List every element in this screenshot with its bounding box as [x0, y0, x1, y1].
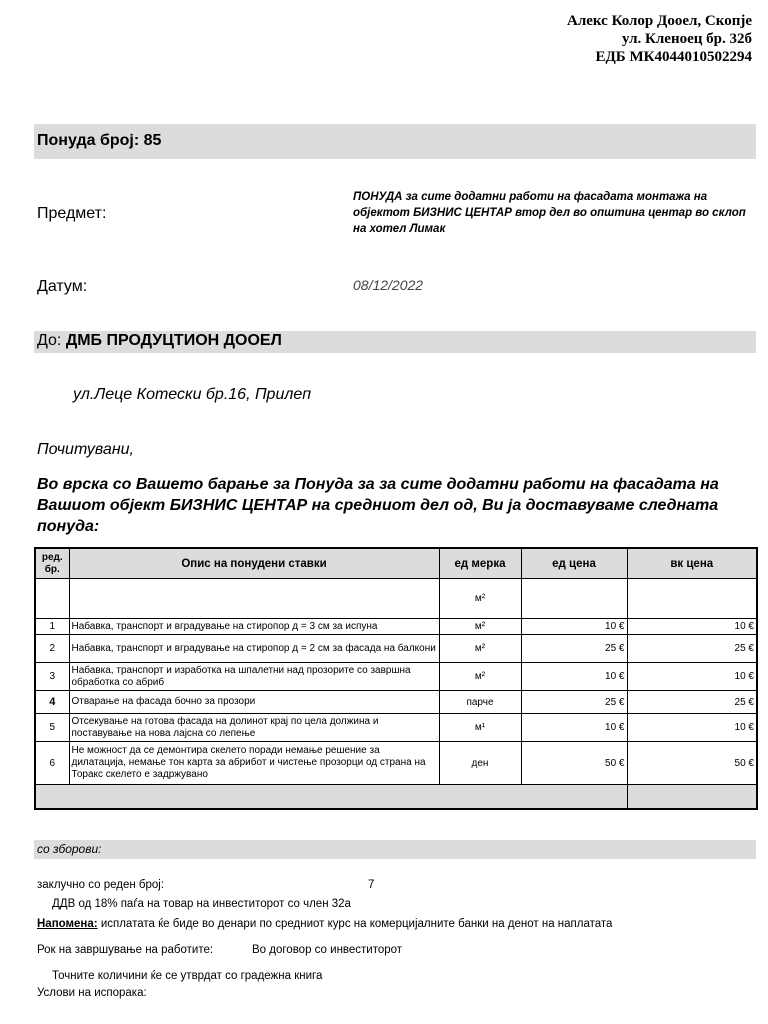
row-unit: ден — [439, 742, 521, 785]
company-tax-id: ЕДБ МК4044010502294 — [595, 49, 752, 65]
row-unit: м² — [439, 619, 521, 635]
header-total-price: вк цена — [627, 548, 757, 579]
header-description: Опис на понудени ставки — [69, 548, 439, 579]
row-number: 2 — [35, 635, 69, 663]
date-label: Датум: — [37, 278, 88, 295]
recipient-address: ул.Леце Котески бр.16, Прилеп — [73, 386, 312, 403]
company-header — [567, 12, 752, 66]
row-unit: парче — [439, 691, 521, 714]
row-description: Отварање на фасада бочно за прозори — [69, 691, 439, 714]
header-unit-price: ед цена — [521, 548, 627, 579]
header-no: ред. бр. — [35, 548, 69, 579]
row-description: Набавка, транспорт и вградување на стиропор д = 2 см за фасада на балкони — [69, 635, 439, 663]
to-label: До: — [37, 332, 62, 349]
company-name: Алекс Колор Дооел, Скопје — [567, 13, 752, 29]
row-unit-price: 10 € — [521, 619, 627, 635]
recipient-name: ДМБ ПРОДУЦТИОН ДООЕЛ — [65, 332, 282, 349]
table-row — [35, 635, 757, 663]
row-total: 50 € — [627, 742, 757, 785]
vat-note: ДДВ од 18% паѓа на товар на инвеститорот со член 32а — [52, 898, 351, 910]
unit-cell: м² — [439, 579, 521, 619]
row-description: Не можност да се демонтира скелето поради немање решение за дилатација, немање тон карта за абрибот и чистење прозорци од страна на Торакс скелето е задржувано — [69, 742, 439, 785]
row-unit-price: 25 € — [521, 691, 627, 714]
table-row — [35, 691, 757, 714]
row-total: 25 € — [627, 635, 757, 663]
row-description: Отсекување на готова фасада на долинот крај по цела должина и поставување на нова лајсна со лепење — [69, 714, 439, 742]
table-row — [35, 619, 757, 635]
row-description: Набавка, транспорт и вградување на стиропор д = 3 см за испуна — [69, 619, 439, 635]
subject-label: Предмет: — [37, 205, 107, 222]
row-unit: м² — [439, 635, 521, 663]
row-unit-price: 10 € — [521, 714, 627, 742]
subject-text: ПОНУДА за сите додатни работи на фасадата монтажа на објектот БИЗНИС ЦЕНТАР втор дел во општина центар во склоп на хотел Лимак — [353, 191, 746, 235]
delivery-terms-label: Услови на испорака: — [37, 987, 147, 999]
table-row — [35, 714, 757, 742]
row-total: 25 € — [627, 691, 757, 714]
note-label: Напомена: — [37, 918, 98, 930]
row-number: 4 — [35, 691, 69, 714]
deadline-value: Во договор со инвеститорот — [252, 944, 403, 956]
company-address: ул. Кленоец бр. 32б — [621, 31, 752, 47]
row-unit-price: 50 € — [521, 742, 627, 785]
header-unit: ед мерка — [439, 548, 521, 579]
row-unit-price: 10 € — [521, 663, 627, 691]
table-row — [35, 663, 757, 691]
date-value: 08/12/2022 — [353, 277, 424, 293]
concluded-label: заклучно со реден број: — [37, 879, 165, 891]
table-row — [35, 742, 757, 785]
row-number: 5 — [35, 714, 69, 742]
offer-title: Понуда број: 85 — [37, 132, 162, 149]
row-unit-price: 25 € — [521, 635, 627, 663]
in-words-label: со зборови: — [37, 842, 102, 856]
row-total: 10 € — [627, 619, 757, 635]
row-number: 1 — [35, 619, 69, 635]
table-header-row — [35, 548, 757, 579]
row-number: 6 — [35, 742, 69, 785]
recipient-line — [37, 332, 282, 350]
row-number: 3 — [35, 663, 69, 691]
note-text: исплатата ќе биде во денари по средниот курс на комерцијалните банки на денот на наплатата — [100, 918, 613, 930]
note-line — [37, 918, 612, 930]
row-unit: м² — [439, 663, 521, 691]
quantities-note: Точните количини ќе се утврдат со градежна книга — [52, 970, 323, 982]
row-description: Набавка, транспорт и изработка на шпалетни над прозорите со завршна обработка со абриб — [69, 663, 439, 691]
in-words-band — [34, 840, 756, 859]
greeting: Почитувани, — [37, 441, 134, 458]
deadline-label: Рок на завршување на работите: — [37, 944, 214, 956]
intro-paragraph: Во врска со Вашето барање за Понуда за за сите додатни работи на фасадата на Вашиот објект БИЗНИС ЦЕНТАР на средниот дел од, Ви ја доставуваме следната понуда: — [37, 476, 719, 535]
table-total-row — [35, 785, 757, 810]
row-total: 10 € — [627, 714, 757, 742]
items-table — [34, 547, 758, 810]
concluded-value: 7 — [368, 879, 375, 891]
table-row-blank — [35, 579, 757, 619]
row-unit: м¹ — [439, 714, 521, 742]
row-total: 10 € — [627, 663, 757, 691]
